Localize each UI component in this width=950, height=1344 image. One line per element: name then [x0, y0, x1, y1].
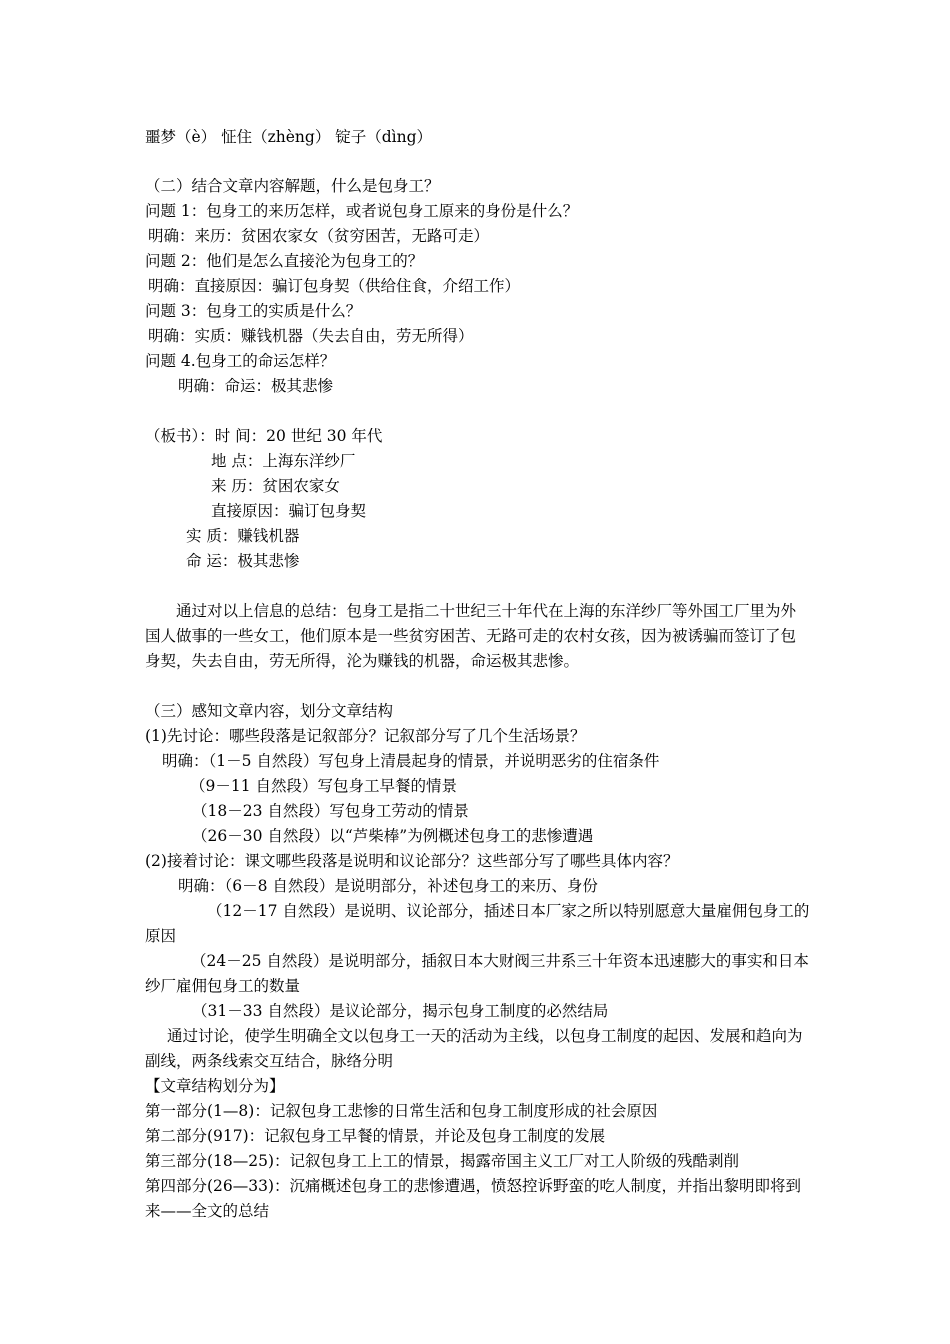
- board-line-3: 来 历：贫困农家女: [211, 477, 340, 495]
- structure-title: 【文章结构划分为】: [145, 1077, 285, 1095]
- discussion-2-answer-c: （24－25 自然段）是说明部分，插叙日本大财阀三井系三十年资本迅速膨大的事实和日本纱厂雇佣包身工的数量: [145, 952, 809, 995]
- summary-paragraph: 通过对以上信息的总结：包身工是指二十世纪三十年代在上海的东洋纱厂等外国工厂里为外国人做事的一些女工，他们原本是一些贫穷困苦、无路可走的农村女孩，因为被诱骗而签订了包身契，失去自由，劳无所得，沦为赚钱的机器，命运极其悲惨。: [145, 602, 797, 670]
- board-line-6: 命 运：极其悲惨: [186, 552, 300, 570]
- structure-part-4: 第四部分(26—33)：沉痛概述包身工的悲惨遭遇，愤怒控诉野蛮的吃人制度，并指出黎明即将到来——全文的总结: [145, 1177, 802, 1220]
- answer-3: 明确：实质：赚钱机器（失去自由，劳无所得）: [148, 327, 474, 345]
- question-2: 问题 2：他们是怎么直接沦为包身工的？: [145, 252, 424, 270]
- section3-heading: （三）感知文章内容，划分文章结构: [145, 702, 394, 720]
- question-3: 问题 3：包身工的实质是什么？: [145, 302, 362, 320]
- discussion-2-answer-d: （31－33 自然段）是议论部分，揭示包身工制度的必然结局: [192, 1002, 609, 1020]
- structure-part-3: 第三部分(18—25)：记叙包身工上工的情景，揭露帝国主义工厂对工人阶级的残酷剥削: [145, 1152, 740, 1170]
- structure-part-1: 第一部分(1—8)：记叙包身工悲惨的日常生活和包身工制度形成的社会原因: [145, 1102, 658, 1120]
- structure-part-2: 第二部分(917)：记叙包身工早餐的情景，并论及包身工制度的发展: [145, 1127, 606, 1145]
- discussion-2: (2)接着讨论：课文哪些段落是说明和议论部分？这些部分写了哪些具体内容？: [145, 852, 679, 870]
- answer-4: 明确：命运：极其悲惨: [178, 377, 334, 395]
- board-line-1: （板书）：时 间：20 世纪 30 年代: [145, 427, 383, 445]
- answer-1: 明确：来历：贫困农家女（贫穷困苦，无路可走）: [148, 227, 490, 245]
- question-4: 问题 4.包身工的命运怎样？: [145, 352, 336, 370]
- board-line-2: 地 点：上海东洋纱厂: [211, 452, 356, 470]
- discussion-1-answer-c: （18－23 自然段）写包身工劳动的情景: [192, 802, 469, 820]
- board-line-5: 实 质：赚钱机器: [186, 527, 300, 545]
- discussion-2-answer-a: 明确：（6－8 自然段）是说明部分，补述包身工的来历、身份: [178, 877, 598, 895]
- discussion-conclusion: 通过讨论，使学生明确全文以包身工一天的活动为主线，以包身工制度的起因、发展和趋向为副线，两条线索交互结合，脉络分明: [145, 1027, 803, 1070]
- discussion-1: (1)先讨论：哪些段落是记叙部分？记叙部分写了几个生活场景？: [145, 727, 586, 745]
- discussion-1-answer-d: （26－30 自然段）以“芦柴棒”为例概述包身工的悲惨遭遇: [192, 827, 594, 845]
- discussion-2-answer-b: （12－17 自然段）是说明、议论部分，插述日本厂家之所以特别愿意大量雇佣包身工的原因: [145, 902, 810, 945]
- discussion-1-answer-b: （9－11 自然段）写包身工早餐的情景: [190, 777, 458, 795]
- section2-heading: （二）结合文章内容解题，什么是包身工？: [145, 177, 440, 195]
- answer-2: 明确：直接原因：骗订包身契（供给住食，介绍工作）: [148, 277, 521, 295]
- pronunciation-line: 噩梦（è） 怔住（zhèng） 锭子（dìng）: [145, 128, 433, 146]
- discussion-1-answer-a: 明确：（1－5 自然段）写包身上清晨起身的情景，并说明恶劣的住宿条件: [162, 752, 660, 770]
- board-line-4: 直接原因：骗订包身契: [211, 502, 367, 520]
- question-1: 问题 1：包身工的来历怎样，或者说包身工原来的身份是什么？: [145, 202, 579, 220]
